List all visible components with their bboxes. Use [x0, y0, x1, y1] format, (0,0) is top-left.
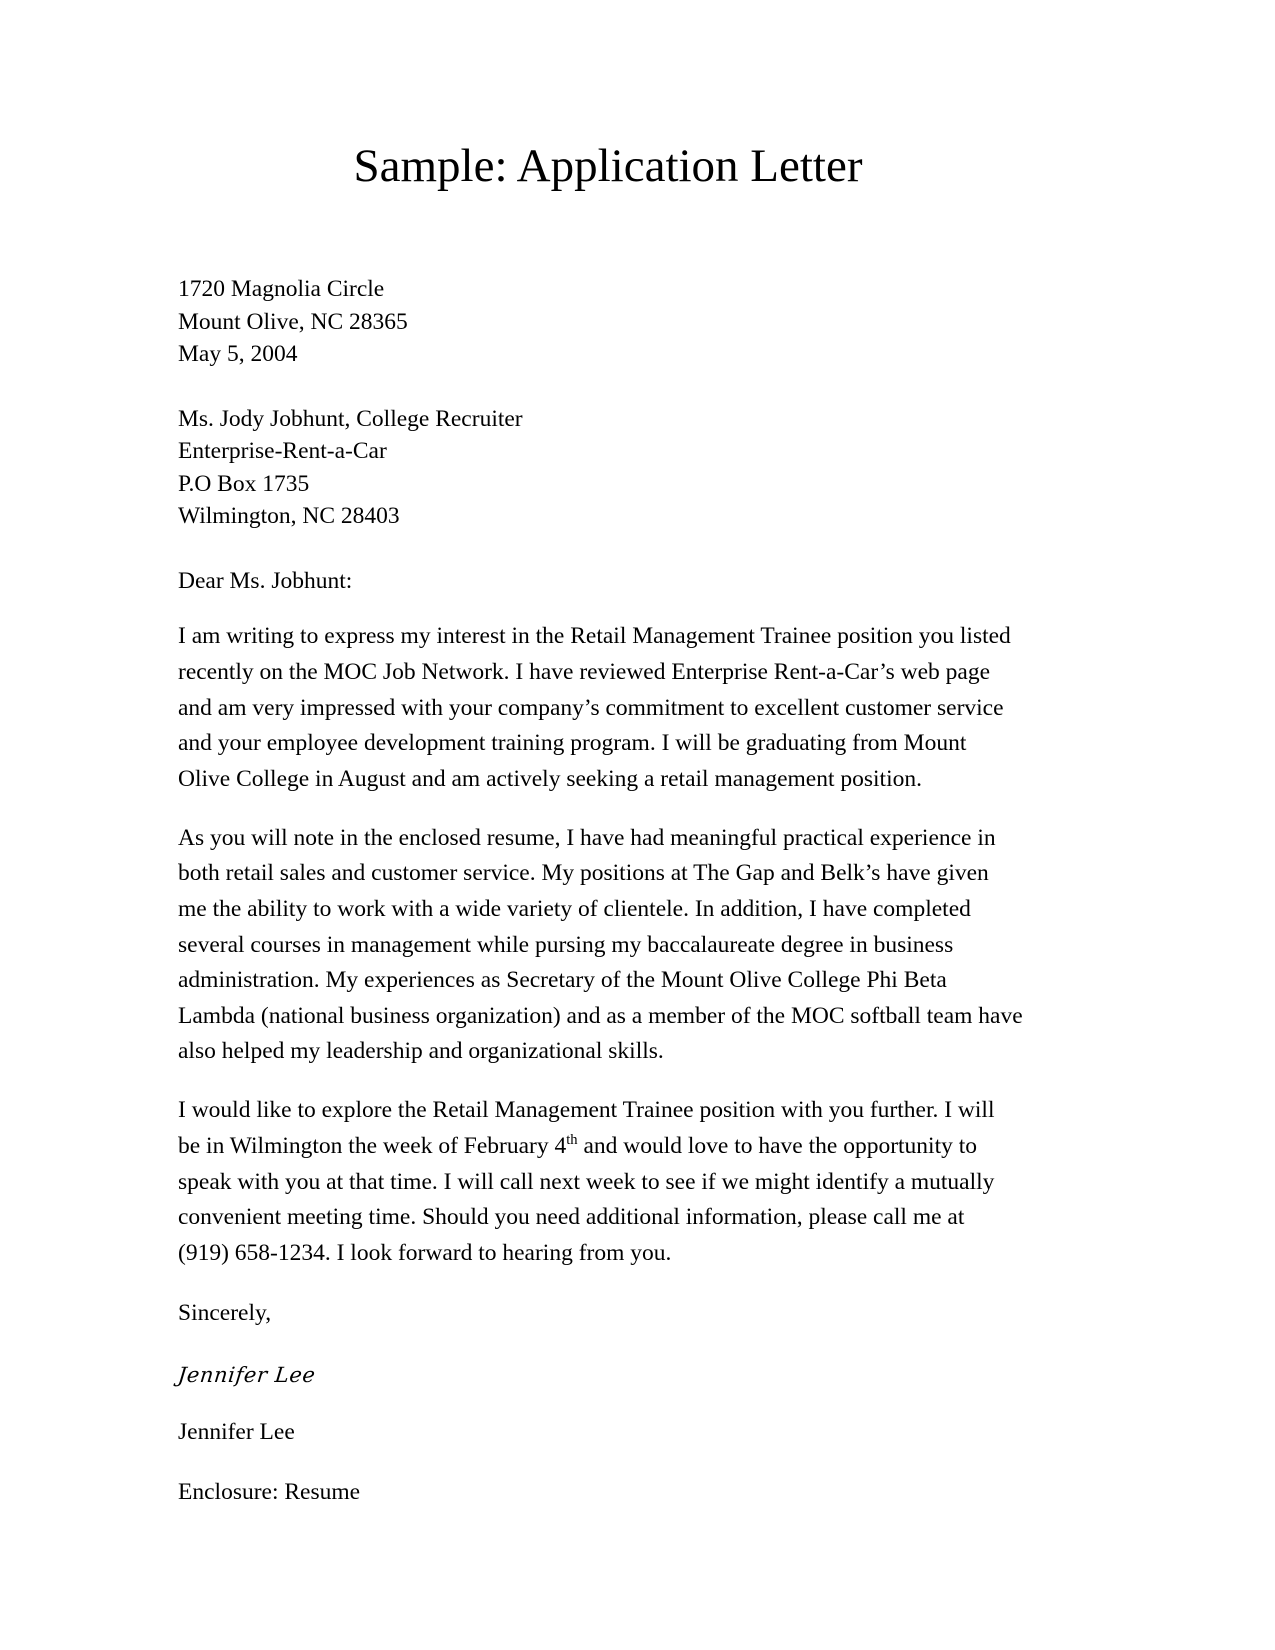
ordinal-superscript: th: [566, 1132, 578, 1149]
sender-address-line-2: Mount Olive, NC 28365: [178, 308, 408, 335]
paragraph-3-line-2-after: and would love to have the opportunity to: [577, 1133, 978, 1160]
recipient-address-block: [178, 403, 1038, 533]
paragraph-1-line-1: I am writing to express my interest in the Retail Management Trainee position you listed: [178, 623, 1011, 650]
paragraph-1-line-3: and am very impressed with your company’s commitment to excellent customer service: [178, 694, 1004, 721]
sender-address-block: [178, 273, 1038, 371]
paragraph-1-line-5: Olive College in August and am actively seeking a retail management position.: [178, 765, 922, 792]
paragraph-2-line-2: both retail sales and customer service. My positions at The Gap and Belk’s have given: [178, 860, 989, 887]
paragraph-2-line-4: several courses in management while pursing my baccalaureate degree in business: [178, 931, 954, 958]
enclosure-note: Enclosure: Resume: [178, 1479, 361, 1506]
paragraph-1-line-4: and your employee development training program. I will be graduating from Mount: [178, 730, 967, 757]
body-paragraph-2: [178, 821, 1038, 1070]
recipient-name-line: Ms. Jody Jobhunt, College Recruiter: [178, 405, 523, 432]
paragraph-3-line-4: convenient meeting time. Should you need additional information, please call me at: [178, 1204, 965, 1231]
sender-address-line-1: 1720 Magnolia Circle: [178, 276, 385, 303]
salutation: [178, 565, 1038, 598]
paragraph-2-line-3: me the ability to work with a wide variety of clientele. In addition, I have completed: [178, 896, 971, 922]
page-title: Sample: Application Letter: [353, 140, 863, 192]
paragraph-2-line-6: Lambda (national business organization) and as a member of the MOC softball team have: [178, 1002, 1023, 1029]
paragraph-3-line-1: I would like to explore the Retail Management Trainee position with you further. I will: [178, 1097, 995, 1124]
body-paragraph-3: [178, 1093, 1038, 1271]
paragraph-3-line-2-before: be in Wilmington the week of February 4: [178, 1133, 567, 1160]
paragraph-2-line-7: also helped my leadership and organizational skills.: [178, 1038, 664, 1065]
recipient-company-line: Enterprise-Rent-a-Car: [178, 438, 387, 465]
closing-salutation: Sincerely,: [178, 1300, 272, 1327]
sender-date-line: May 5, 2004: [178, 341, 298, 368]
signature-row: [178, 1330, 1038, 1390]
paragraph-2-line-5: administration. My experiences as Secretary of the Mount Olive College Phi Beta: [178, 967, 947, 994]
paragraph-3-line-3: speak with you at that time. I will call next week to see if we might identify a mutually: [178, 1168, 995, 1195]
handwritten-signature: Jennifer Lee: [176, 1362, 317, 1387]
paragraph-3-line-5: (919) 658-1234. I look forward to hearing from you.: [178, 1239, 672, 1266]
recipient-city-line: Wilmington, NC 28403: [178, 503, 400, 530]
letter-content: [178, 0, 1038, 1509]
body-paragraph-1: [178, 619, 1038, 797]
signer-name: Jennifer Lee: [178, 1418, 295, 1445]
paragraph-3-line-2: [178, 1129, 1038, 1165]
paragraph-1-line-2: recently on the MOC Job Network. I have reviewed Enterprise Rent-a-Car’s web page: [178, 658, 991, 685]
recipient-street-line: P.O Box 1735: [178, 470, 310, 497]
salutation-line: Dear Ms. Jobhunt:: [178, 567, 353, 594]
paragraph-2-line-1: As you will note in the enclosed resume, I have had meaningful practical experience in: [178, 824, 996, 851]
